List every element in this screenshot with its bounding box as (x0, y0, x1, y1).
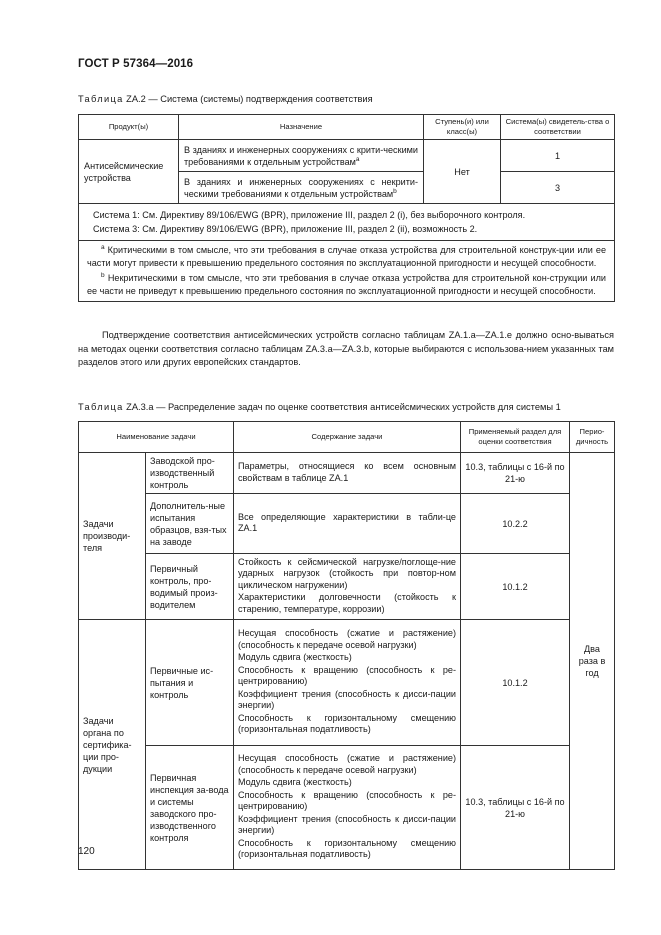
table2-header-clause: Применяемый раздел для оценки соответствия (461, 422, 570, 453)
initial-control-clause: 10.1.2 (461, 554, 570, 620)
table2-header-row (79, 422, 615, 453)
table1-header-system: Система(ы) свидетель-ства о соответствии (501, 115, 615, 140)
initial-inspection-content (234, 746, 461, 870)
footnote-a-mark: a (101, 244, 105, 251)
factory-control-content (234, 453, 461, 494)
table-row (79, 494, 615, 554)
content-line: Несущая способность (сжатие и растяжение) (способность к передаче осевой нагрузки) (238, 753, 456, 775)
table1-header-row (79, 115, 615, 140)
manufacturer-tasks-cell: Задачи производи-теля (79, 453, 146, 620)
footnote-a (87, 244, 606, 269)
initial-inspection-clause: 10.3, таблицы с 16-й по 21-ю (461, 746, 570, 870)
content-line: Коэффициент трения (способность к дисси-пации энергии) (238, 813, 456, 836)
system-3-note: Система 3: См. Директиву 89/106/EWG (BPR), приложение III, раздел 2 (ii), возможность 2. (93, 224, 478, 234)
content-line: Способность к вращению (способность к ре-центрированию) (238, 664, 456, 687)
table1-footnotes-row (79, 241, 615, 302)
content-line: Способность к горизонтальному смещению (горизонтальная податливость) (238, 712, 456, 735)
system-1-note: Система 1: См. Директиву 89/106/EWG (BPR), приложение III, раздел 2 (i), без выборочного контроля. (93, 210, 526, 220)
document-id: ГОСТ Р 57364—2016 (78, 58, 194, 70)
footnote-a-ref: a (355, 155, 360, 163)
table1-purpose-critical-text: В зданиях и инженерных сооружениях с крити-ческими требованиями к отдельным устройствам (184, 144, 418, 167)
content-line: Модуль сдвига (жесткость) (238, 652, 352, 663)
table-row (79, 453, 615, 494)
content-line: Стойкость к сейсмической нагрузке/поглоще-ние ударных нагрузок (стойкость при повтор-ном циклическом нагружении) (238, 556, 456, 590)
body-paragraph: Подтверждение соответствия антисейсмических устройств согласно таблицам ZA.1.a—ZA.1.e должно осно-вываться на методах оценки соответствия согласно таблицам ZA.3.a—ZA.3.b, которые выбираются с использова-нием указанных там разделов этого или других европейских стандартов. (78, 330, 614, 367)
task-distribution-table (78, 421, 615, 870)
content-line: Несущая способность (сжатие и растяжение) (способность к передаче осевой нагрузки) (238, 628, 456, 650)
additional-testing-content (234, 494, 461, 554)
initial-inspection-cell: Первичная инспекция за-вода и системы заводского про-изводственного контроля (146, 746, 234, 870)
table2-header-content: Содержание задачи (234, 422, 461, 453)
content-line: Характеристики долговечности (стойкость к старению, температуре, коррозии) (238, 592, 456, 614)
table1-caption-prefix: Таблица (78, 94, 124, 104)
table-row (79, 746, 615, 870)
footnote-b (87, 272, 606, 297)
page-number: 120 (78, 846, 95, 857)
table-row (79, 554, 615, 620)
table2-header-periodicity: Перио-дичность (570, 422, 615, 453)
table2-caption-text: ZA.3.a — Распределение задач по оценке соответствия антисейсмических устройств для системы 1 (123, 402, 561, 412)
table1-notes-row (79, 204, 615, 241)
footnote-a-text: Критическими в том смысле, что эти требования в случае отказа устройства для строительной конструк-ции или ее части могут привести к превышению предельного состояния по эксплуатационной пригодности и несущей способности. (87, 245, 606, 268)
footnote-b-text: Некритическими в том смысле, что эти требования в случае отказа устройства для строительной кон-струкции или ее части не приведут к превышению предельного состояния по эксплуатационной пригодности и несущей способности. (87, 273, 607, 296)
table2-caption-prefix: Таблица (78, 402, 124, 412)
table2-header-task: Наименование задачи (79, 422, 234, 453)
content-line: Модуль сдвига (жесткость) (238, 777, 352, 788)
content-line: Все определяющие характеристики в табли-це ZA.1 (238, 511, 456, 533)
table1-purpose-noncritical (179, 172, 424, 204)
initial-control-content (234, 554, 461, 620)
table1-header-level: Ступень(и) или класс(ы) (424, 115, 501, 140)
additional-testing-clause: 10.2.2 (461, 494, 570, 554)
table1-level-cell: Нет (424, 140, 501, 204)
initial-testing-content (234, 620, 461, 746)
footnote-b-ref: b (393, 187, 397, 195)
content-line: Способность к вращению (способность к ре-центрированию) (238, 789, 456, 812)
table1-footnotes (79, 241, 615, 302)
table1-system-1: 1 (501, 140, 615, 172)
table1-header-product: Продукт(ы) (79, 115, 179, 140)
table1-purpose-noncritical-text: В зданиях и инженерных сооружениях с некрити-ческими требованиями к отдельным устройствам (184, 176, 418, 199)
content-line: Способность к горизонтальному смещению (горизонтальная податливость) (238, 837, 456, 860)
certification-body-tasks-cell: Задачи органа по сертифика-ции про-дукции (79, 620, 146, 870)
initial-testing-cell: Первичные ис-пытания и контроль (146, 620, 234, 746)
factory-control-cell: Заводской про-изводственный контроль (146, 453, 234, 494)
factory-control-clause: 10.3, таблицы с 16-й по 21-ю (461, 453, 570, 494)
table2-caption (78, 402, 561, 412)
table1-product-cell: Антисейсмические устройства (79, 140, 179, 204)
table1-purpose-critical (179, 140, 424, 172)
table1-system-3: 3 (501, 172, 615, 204)
footnote-b-mark: b (101, 272, 105, 279)
table1-caption-text: ZA.2 — Система (системы) подтверждения соответствия (123, 94, 373, 104)
initial-control-cell: Первичный контроль, про-водимый произ-водителем (146, 554, 234, 620)
initial-testing-clause: 10.1.2 (461, 620, 570, 746)
content-line: Коэффициент трения (способность к дисси-пации энергии) (238, 688, 456, 711)
conformity-system-table (78, 114, 615, 302)
table1-system-notes (79, 204, 615, 241)
table1-header-purpose: Назначение (179, 115, 424, 140)
additional-testing-cell: Дополнитель-ные испытания образцов, взя-тых на заводе (146, 494, 234, 554)
table1-caption (78, 94, 373, 104)
table-row (79, 620, 615, 746)
periodicity-cell: Два раза в год (570, 453, 615, 870)
table1-row (79, 140, 615, 172)
content-line: Параметры, относящиеся ко всем основным свойствам в таблице ZA.1 (238, 461, 456, 483)
